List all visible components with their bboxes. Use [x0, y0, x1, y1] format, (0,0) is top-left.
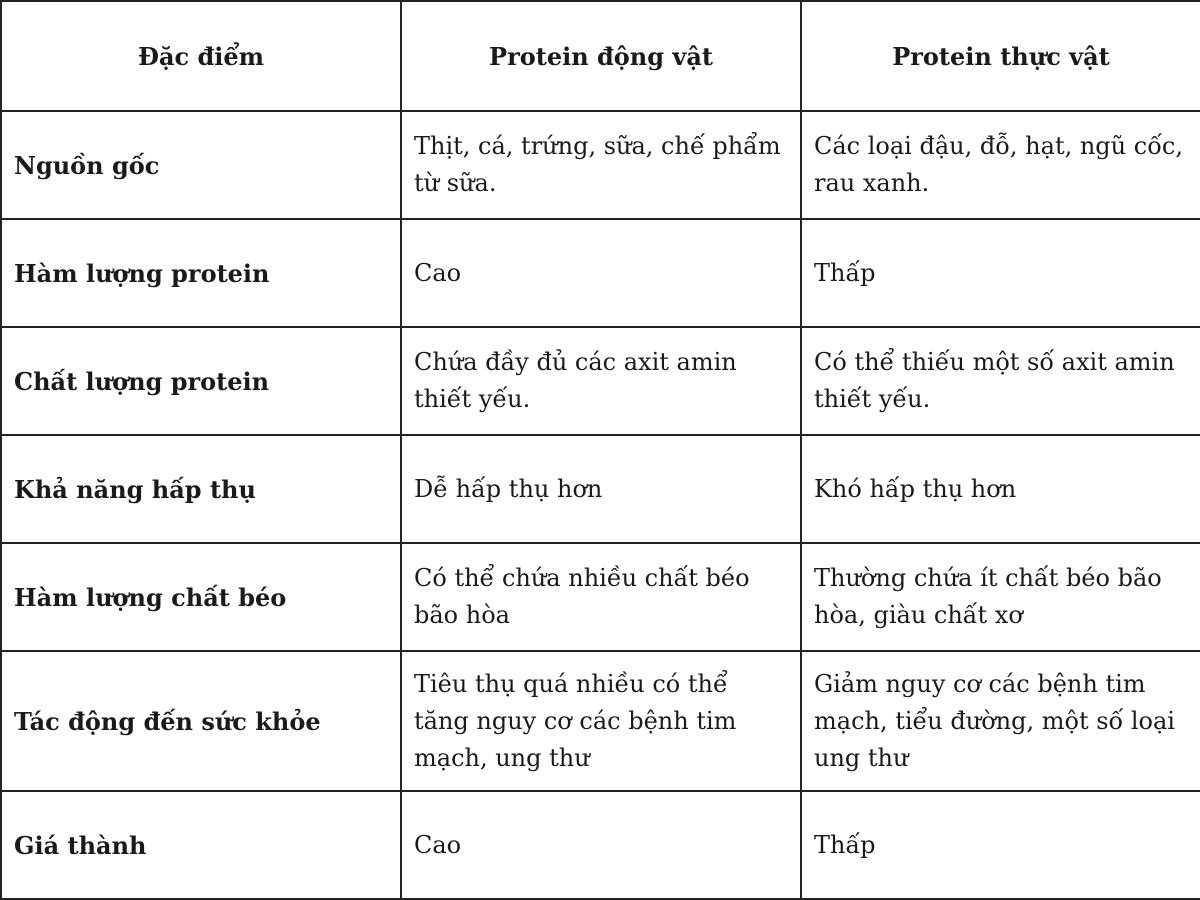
table-row — [1, 219, 1200, 327]
plant-protein-cell: Các loại đậu, đỗ, hạt, ngũ cốc, rau xanh. — [801, 111, 1200, 219]
row-label: Tác động đến sức khỏe — [1, 651, 401, 791]
row-label: Hàm lượng protein — [1, 219, 401, 327]
table-row — [1, 111, 1200, 219]
plant-protein-cell: Có thể thiếu một số axit amin thiết yếu. — [801, 327, 1200, 435]
row-label: Chất lượng protein — [1, 327, 401, 435]
row-label: Nguồn gốc — [1, 111, 401, 219]
plant-protein-cell: Thấp — [801, 219, 1200, 327]
animal-protein-cell: Có thể chứa nhiều chất béo bão hòa — [401, 543, 801, 651]
plant-protein-cell: Giảm nguy cơ các bệnh tim mạch, tiểu đường, một số loại ung thư — [801, 651, 1200, 791]
row-label: Giá thành — [1, 791, 401, 899]
header-cell-animal-protein: Protein động vật — [401, 1, 801, 111]
table-row — [1, 327, 1200, 435]
animal-protein-cell: Cao — [401, 791, 801, 899]
row-label: Khả năng hấp thụ — [1, 435, 401, 543]
row-label: Hàm lượng chất béo — [1, 543, 401, 651]
plant-protein-cell: Khó hấp thụ hơn — [801, 435, 1200, 543]
table-row — [1, 543, 1200, 651]
header-cell-plant-protein: Protein thực vật — [801, 1, 1200, 111]
header-cell-feature: Đặc điểm — [1, 1, 401, 111]
plant-protein-cell: Thường chứa ít chất béo bão hòa, giàu chất xơ — [801, 543, 1200, 651]
animal-protein-cell: Tiêu thụ quá nhiều có thể tăng nguy cơ các bệnh tim mạch, ung thư — [401, 651, 801, 791]
table-row — [1, 791, 1200, 899]
animal-protein-cell: Chứa đầy đủ các axit amin thiết yếu. — [401, 327, 801, 435]
animal-protein-cell: Thịt, cá, trứng, sữa, chế phẩm từ sữa. — [401, 111, 801, 219]
animal-protein-cell: Cao — [401, 219, 801, 327]
table-row — [1, 435, 1200, 543]
plant-protein-cell: Thấp — [801, 791, 1200, 899]
header-row — [1, 1, 1200, 111]
table-row — [1, 651, 1200, 791]
animal-protein-cell: Dễ hấp thụ hơn — [401, 435, 801, 543]
